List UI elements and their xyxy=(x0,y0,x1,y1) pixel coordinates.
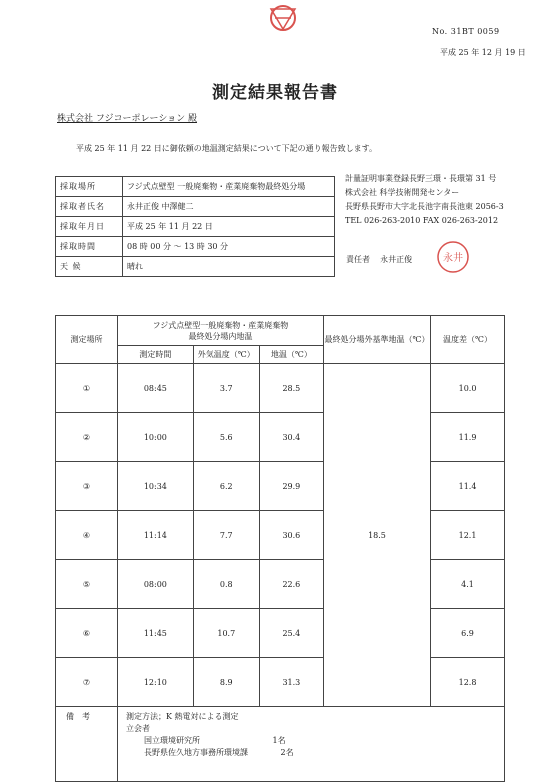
table-row xyxy=(56,364,505,413)
sampling-info-table xyxy=(55,176,335,277)
info-label: 採取時間 xyxy=(56,237,123,257)
table-row xyxy=(56,560,505,609)
lab-company: 株式会社 科学技術開発センター xyxy=(345,188,460,197)
cell-ground: 29.9 xyxy=(259,462,323,511)
lab-address: 長野県長野市大字北長池字南長池東 2056-3 xyxy=(345,202,504,211)
cell-temp: 3.7 xyxy=(193,364,259,413)
remarks-witness-2 xyxy=(126,747,496,759)
info-value: フジ式点壁型 一般廃棄物・産業廃棄物最終処分場 xyxy=(123,177,335,197)
manager xyxy=(346,254,412,265)
info-label: 採取場所 xyxy=(56,177,123,197)
info-value: 晴れ xyxy=(123,257,335,277)
cell-ground: 25.4 xyxy=(259,609,323,658)
info-row xyxy=(56,177,335,197)
cell-point: ⑦ xyxy=(56,658,118,707)
cell-outside: 18.5 xyxy=(323,364,430,707)
seal-stamp-icon xyxy=(436,240,470,274)
remarks-body xyxy=(117,707,504,782)
measurement-table xyxy=(55,315,505,782)
group-title xyxy=(117,316,323,346)
info-row xyxy=(56,197,335,217)
cell-temp: 5.6 xyxy=(193,413,259,462)
cell-time: 12:10 xyxy=(117,658,193,707)
cell-diff: 11.9 xyxy=(431,413,505,462)
witness-1-name: 国立環境研究所 xyxy=(143,736,200,745)
cell-point: ④ xyxy=(56,511,118,560)
remarks-method: 測定方法；K 熱電対による測定 xyxy=(125,712,239,721)
cell-ground: 30.4 xyxy=(259,413,323,462)
group-title-1: フジ式点壁型一般廃棄物・産業廃棄物 xyxy=(152,320,289,330)
info-label: 採取者氏名 xyxy=(56,197,123,217)
cell-ground: 30.6 xyxy=(259,511,323,560)
info-label: 天 候 xyxy=(56,257,123,277)
info-value: 永井正俊 中澤健二 xyxy=(123,197,335,217)
company-logo-icon xyxy=(265,3,301,33)
seal-text: 永井 xyxy=(443,253,463,264)
col-time: 測定時間 xyxy=(117,346,193,364)
remarks-row xyxy=(56,707,505,782)
lab-info xyxy=(345,172,504,228)
witness-1-count: 1名 xyxy=(272,736,286,745)
cell-time: 10:00 xyxy=(117,413,193,462)
info-label: 採取年月日 xyxy=(56,217,123,237)
col-ground: 地温（℃） xyxy=(259,346,323,364)
group-title-2: 最終処分場内地温 xyxy=(188,331,253,341)
remarks-witness-1 xyxy=(126,735,496,747)
info-value: 08 時 00 分 ～ 13 時 30 分 xyxy=(123,237,335,257)
cell-time: 10:34 xyxy=(117,462,193,511)
table-row xyxy=(56,511,505,560)
cell-time: 11:45 xyxy=(117,609,193,658)
document-number: No. 31BT 0059 xyxy=(432,27,500,36)
cell-point: ⑤ xyxy=(56,560,118,609)
cell-point: ⑥ xyxy=(56,609,118,658)
table-row xyxy=(56,609,505,658)
table-row xyxy=(56,462,505,511)
table-row xyxy=(56,658,505,707)
document-title: 測定結果報告書 xyxy=(212,83,338,103)
cell-diff: 12.1 xyxy=(431,511,505,560)
cell-temp: 7.7 xyxy=(193,511,259,560)
cell-diff: 12.8 xyxy=(431,658,505,707)
cell-diff: 11.4 xyxy=(431,462,505,511)
col-point: 測定場所 xyxy=(56,316,118,364)
cell-diff: 6.9 xyxy=(431,609,505,658)
intro-text: 平成 25 年 11 月 22 日に御依頼の地温測定結果について下記の通り報告致します。 xyxy=(76,144,377,153)
lab-registration: 計量証明事業登録長野三環・長環第 31 号 xyxy=(345,174,497,183)
manager-name: 永井正俊 xyxy=(380,255,413,264)
witness-2-name: 長野県佐久地方事務所環境課 xyxy=(143,748,248,757)
col-diff: 温度差（℃） xyxy=(431,316,505,364)
cell-point: ① xyxy=(56,364,118,413)
info-row xyxy=(56,217,335,237)
recipient: 株式会社 フジコーポレーション 殿 xyxy=(57,114,198,124)
cell-temp: 0.8 xyxy=(193,560,259,609)
col-temp: 外気温度（℃） xyxy=(193,346,259,364)
col-outside: 最終処分場外基準地温（℃） xyxy=(323,316,430,364)
cell-point: ③ xyxy=(56,462,118,511)
document-date: 平成 25 年 12 月 19 日 xyxy=(440,48,526,57)
info-value: 平成 25 年 11 月 22 日 xyxy=(123,217,335,237)
cell-ground: 28.5 xyxy=(259,364,323,413)
cell-diff: 4.1 xyxy=(431,560,505,609)
cell-temp: 6.2 xyxy=(193,462,259,511)
cell-temp: 10.7 xyxy=(193,609,259,658)
cell-ground: 31.3 xyxy=(259,658,323,707)
cell-time: 08:45 xyxy=(117,364,193,413)
lab-tel: TEL 026-263-2010 FAX 026-263-2012 xyxy=(345,216,499,225)
cell-time: 11:14 xyxy=(117,511,193,560)
info-row xyxy=(56,257,335,277)
cell-temp: 8.9 xyxy=(193,658,259,707)
cell-time: 08:00 xyxy=(117,560,193,609)
remarks-label: 備考 xyxy=(56,707,118,782)
table-row xyxy=(56,413,505,462)
cell-point: ② xyxy=(56,413,118,462)
witness-2-count: 2名 xyxy=(280,748,294,757)
cell-ground: 22.6 xyxy=(259,560,323,609)
remarks-witness: 立会者 xyxy=(125,724,150,733)
info-row xyxy=(56,237,335,257)
manager-label: 責任者 xyxy=(346,255,370,264)
header-row xyxy=(56,316,505,346)
cell-diff: 10.0 xyxy=(431,364,505,413)
